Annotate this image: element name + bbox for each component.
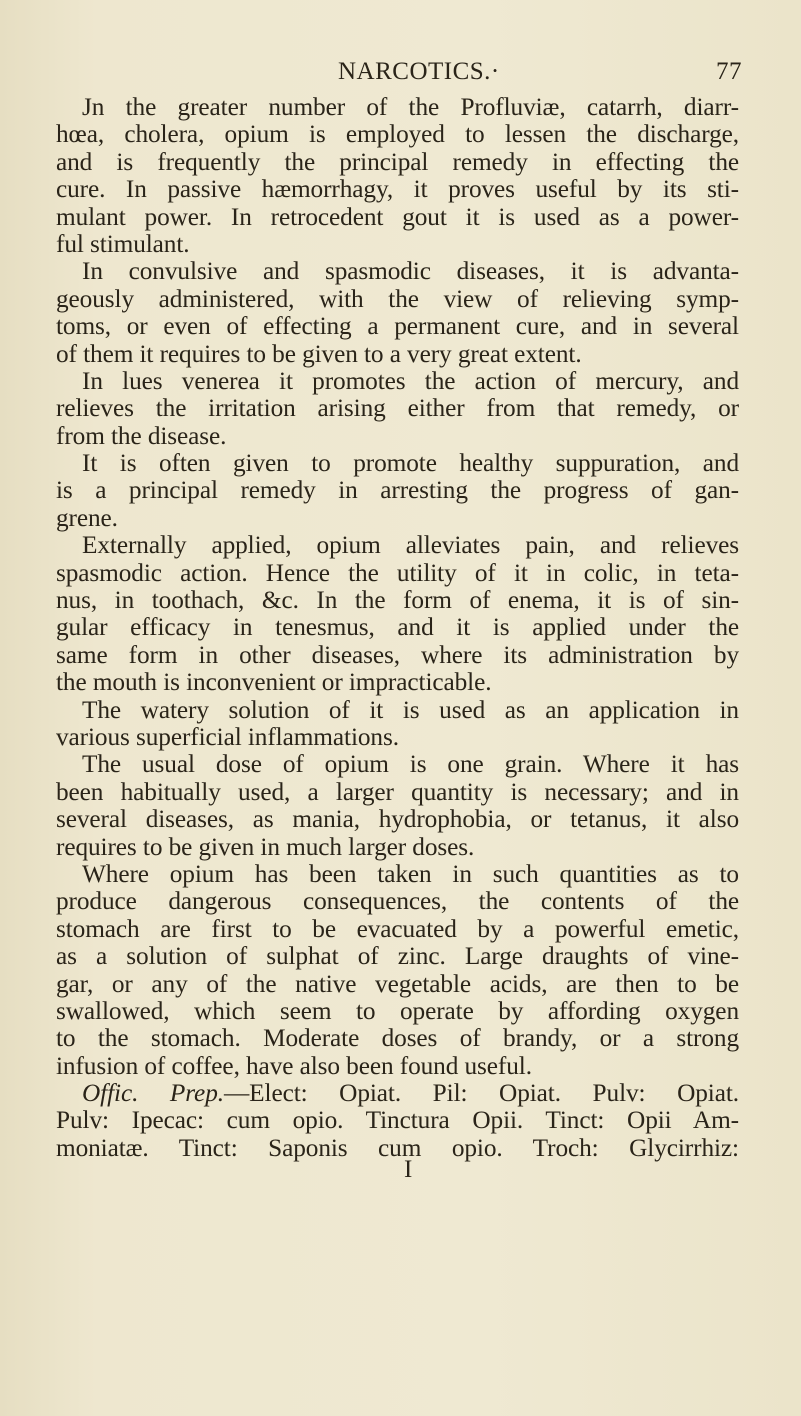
text-line: relieves the irritation arising either from that remedy, or — [56, 394, 739, 423]
text-line: as a solution of sulphat of zinc. Large draughts of vine- — [56, 942, 739, 971]
offic-prep-line: moniatæ. Tinct: Saponis cum opio. Troch: Glycirrhiz: — [56, 1133, 739, 1162]
text-line: the mouth is inconvenient or impracticable. — [56, 668, 492, 697]
text-line: It is often given to promote healthy suppuration, and — [82, 449, 739, 478]
text-line: and is frequently the principal remedy in effecting the — [56, 147, 739, 176]
page-header — [338, 58, 742, 90]
text-line: to the stomach. Moderate doses of brandy, or a strong — [56, 1024, 739, 1053]
text-line: stomach are first to be evacuated by a powerful emetic, — [56, 914, 739, 943]
text-line: cure. In passive hæmorrhagy, it proves useful by its sti- — [56, 175, 739, 204]
text-line: nus, in toothach, &c. In the form of enema, it is of sin- — [56, 586, 739, 615]
text-line: Jn the greater number of the Profluviæ, catarrh, diarr- — [82, 93, 739, 121]
text-line: from the disease. — [56, 421, 227, 450]
offic-prep-line — [56, 1080, 739, 1107]
text-line: hœa, cholera, opium is employed to lessen the discharge, — [56, 120, 739, 149]
text-line: grene. — [56, 503, 118, 532]
text-line: produce dangerous consequences, the contents of the — [56, 887, 739, 916]
offic-prep-label: Offic. Prep. — [82, 1079, 224, 1108]
text-line: Where opium has been taken in such quantities as to — [82, 859, 739, 888]
text-line: of them it requires to be given to a very great extent. — [56, 339, 582, 368]
text-line: In convulsive and spasmodic diseases, it is advanta- — [82, 257, 739, 286]
text-line: Externally applied, opium alleviates pain, and relieves — [82, 531, 739, 560]
text-line: been habitually used, a larger quantity is necessary; and in — [56, 777, 739, 806]
offic-prep-line: Pulv: Ipecac: cum opio. Tinctura Opii. Tinct: Opii Am- — [56, 1106, 739, 1135]
text-line: The watery solution of it is used as an application in — [82, 695, 739, 724]
signature-mark: I — [404, 1156, 413, 1183]
text-line: toms, or even of effecting a permanent cure, and in several — [56, 312, 739, 341]
text-line: In lues venerea it promotes the action of mercury, and — [82, 366, 739, 395]
text-line: several diseases, as mania, hydrophobia, or tetanus, it also — [56, 805, 739, 834]
text-line: The usual dose of opium is one grain. Where it has — [82, 750, 739, 779]
page-number: 77 — [716, 58, 742, 85]
text-line: various superficial inflammations. — [56, 722, 399, 751]
text-line: gar, or any of the native vegetable acids, are then to be — [56, 969, 739, 998]
text-line: infusion of coffee, have also been found useful. — [56, 1051, 532, 1080]
text-line: is a principal remedy in arresting the progress of gan- — [56, 476, 739, 505]
text-line: swallowed, which seem to operate by affording oxygen — [56, 996, 739, 1025]
text-line: same form in other diseases, where its administration by — [56, 640, 739, 669]
text-line: mulant power. In retrocedent gout it is used as a power- — [56, 202, 739, 231]
text-line: geously administered, with the view of relieving symp- — [56, 284, 739, 313]
running-title: NARCOTICS.· — [338, 58, 500, 85]
body-text — [56, 94, 739, 1162]
text-line: spasmodic action. Hence the utility of it in colic, in teta- — [56, 558, 739, 587]
text-line: requires to be given in much larger doses. — [56, 832, 475, 861]
text-line: gular efficacy in tenesmus, and it is applied under the — [56, 613, 739, 642]
offic-prep-text: —Elect: Opiat. Pil: Opiat. Pulv: Opiat. — [223, 1079, 739, 1108]
text-line: ful stimulant. — [56, 229, 190, 258]
